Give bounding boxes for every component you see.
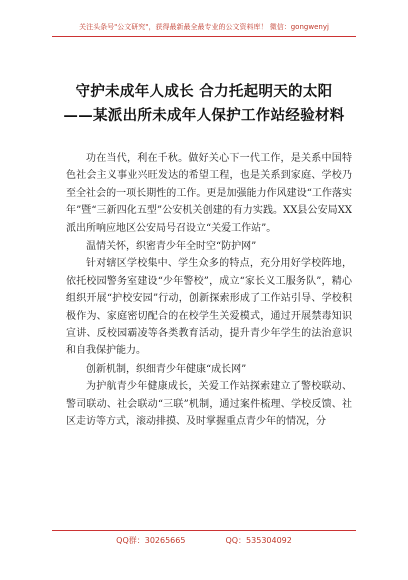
section-heading: 创新机制，织细青少年健康“成长网” bbox=[86, 363, 247, 375]
footer-qq-group: QQ群：30265665 bbox=[116, 536, 186, 545]
footer-qq: QQ：535304092 bbox=[225, 536, 292, 545]
document-subtitle: ——某派出所未成年人保护工作站经验材料 bbox=[63, 107, 345, 124]
header-banner: 关注头条号"公文研究"，获得最新最全最专业的公文资料库！ 微信：gongwenyj bbox=[79, 23, 329, 31]
section-heading: 温情关怀，织密青少年全时空“防护网” bbox=[86, 241, 257, 253]
body-paragraph: 针对辖区学校集中、学生众多的特点，充分用好学校阵地，依托校园警务室建设“少年警校”，成立“家长义工服务队”，精心组织开展“护校安园”行动，创新探索形成了工作站引导、学校积极作为、家庭密切配合的在校学生关爱模式，通过开展禁毒知识宣讲、反校园霸凌等各类教育活动，提升青少年学生的法治意识和自我保护能力。 bbox=[66, 258, 352, 357]
body-paragraph: 为护航青少年健康成长，关爱工作站探索建立了警校联动、警司联动、社会联动“三联”机制，通过案件梳理、学校反馈、社区走访等方式，滚动排摸、及时掌握重点青少年的情况，分 bbox=[66, 381, 352, 428]
body-paragraph: 功在当代，利在千秋。做好关心下一代工作，是关系中国特色社会主义事业兴旺发达的希望工程，也是关系到家庭、学校乃至全社会的一项长期性的工作。更是加强能力作风建设“工作落实年”暨“三新四化五型”公安机关创建的有力实践。XX县公安局XX派出所响应地区公安局号召设立“关爱工作站”。 bbox=[66, 153, 352, 234]
header-divider bbox=[52, 36, 356, 37]
footer bbox=[0, 535, 408, 546]
document-title: 守护未成年人成长 合力托起明天的太阳 bbox=[75, 83, 333, 100]
footer-divider bbox=[52, 530, 356, 531]
document-body bbox=[66, 150, 352, 431]
